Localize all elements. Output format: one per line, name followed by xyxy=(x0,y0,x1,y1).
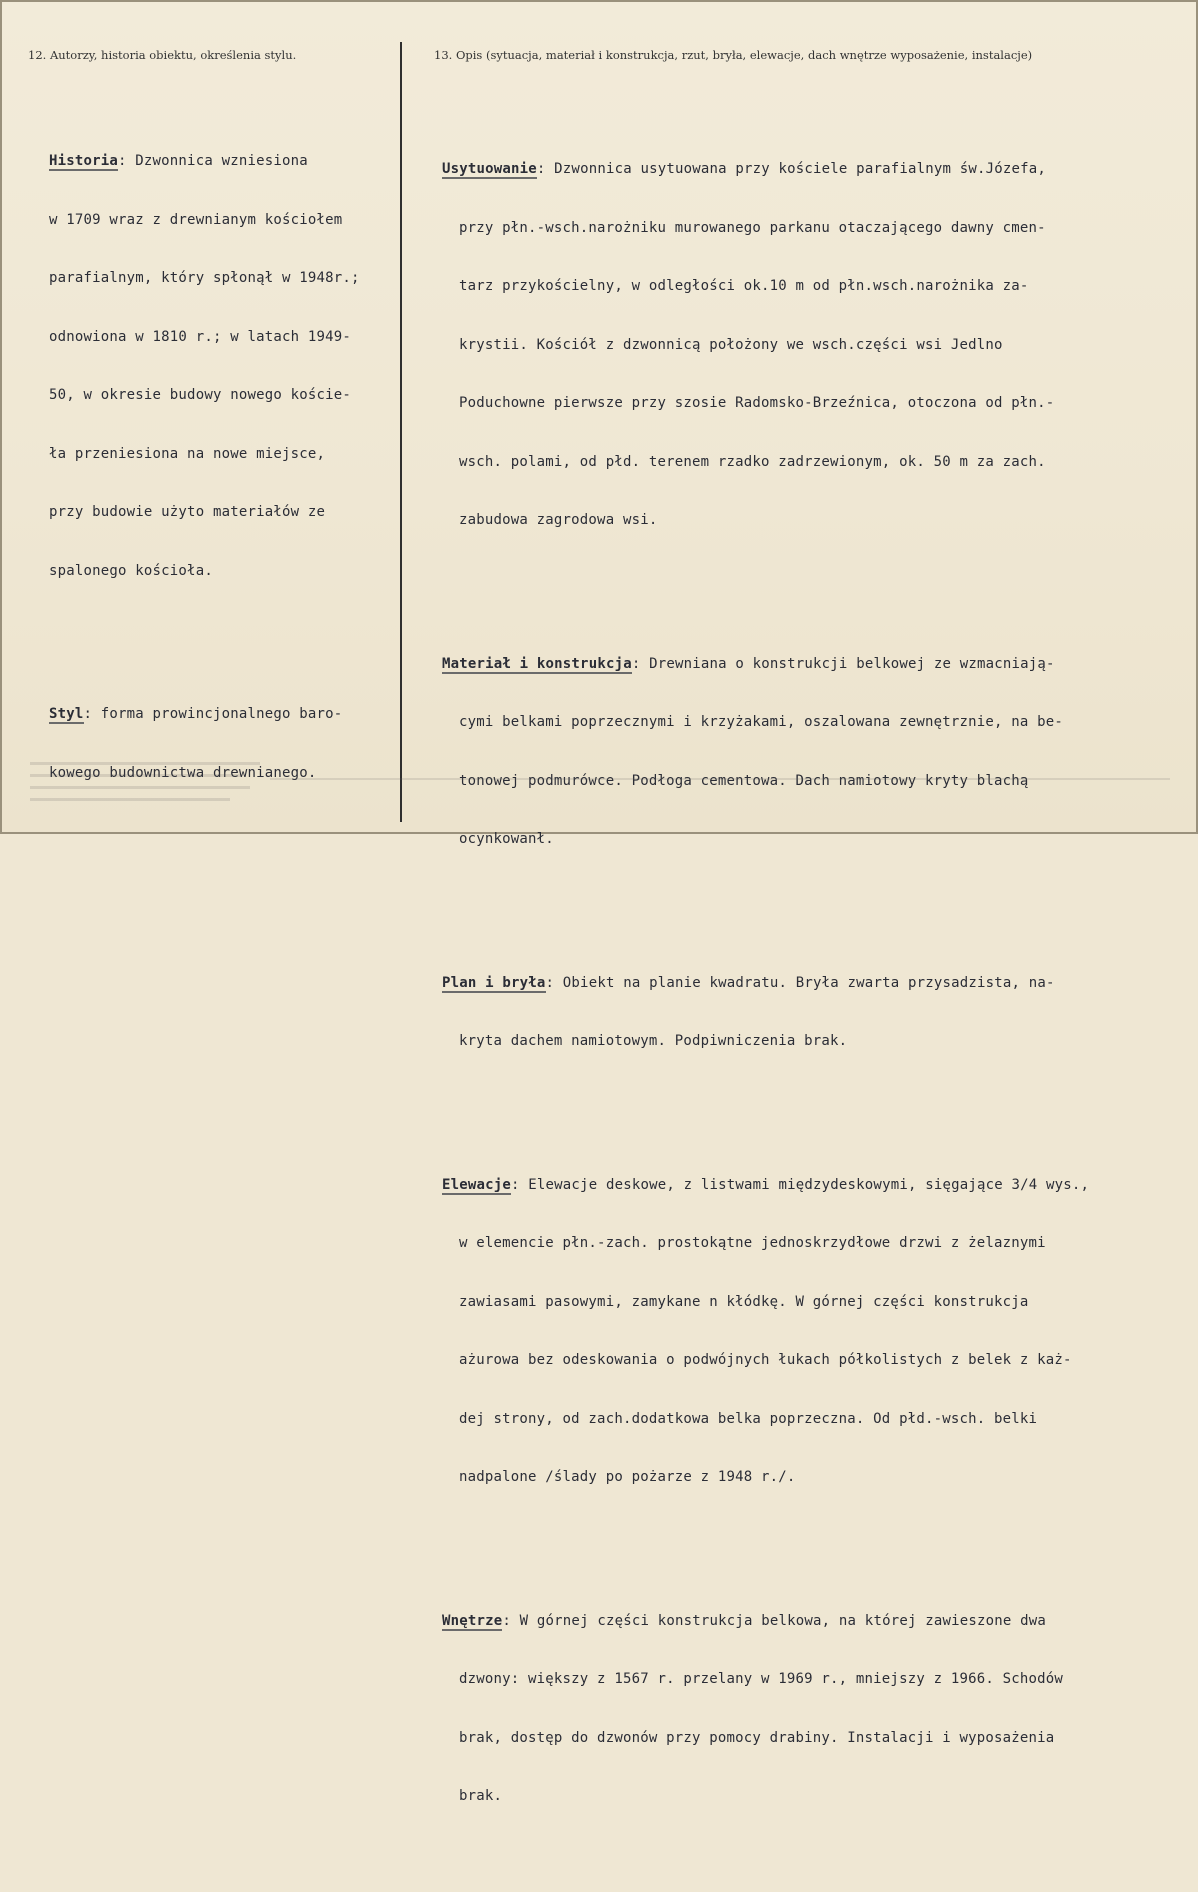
elewacje-line: dej strony, od zach.dodatkowa belka poprzeczna. Od płd.-wsch. belki xyxy=(459,1410,1038,1427)
usytuowanie-paragraph xyxy=(442,121,1089,570)
wnetrze-line: brak. xyxy=(459,1788,503,1804)
elewacje-line: ażurowa bez odeskowania o podwójnych łukach półkolistych z belek z każ- xyxy=(459,1352,1072,1368)
material-line: cymi belkami poprzecznymi i krzyżakami, oszalowana zewnętrznie, na be- xyxy=(459,714,1064,730)
historia-line: : Dzwonnica wzniesiona xyxy=(118,153,308,169)
historia-line: w 1709 wraz z drewnianym kościołem xyxy=(49,211,343,228)
historia-line: parafialnym, który spłonął w 1948r.; xyxy=(49,270,360,286)
section-12-heading: 12. Autorzy, historia obiektu, określenia stylu. xyxy=(28,48,297,62)
plan-line: : Obiekt na planie kwadratu. Bryła zwarta przysadzista, na- xyxy=(545,974,1055,991)
historia-line: przy budowie użyto materiałów ze xyxy=(49,504,326,520)
wnetrze-line: : W górnej części konstrukcja belkowa, na której zawieszone dwa xyxy=(502,1612,1047,1629)
wnetrze-line: brak, dostęp do dzwonów przy pomocy drabiny. Instalacji i wyposażenia xyxy=(459,1729,1055,1746)
material-label: Materiał i konstrukcja xyxy=(442,655,632,672)
styl-line: kowego budownictwa drewnianego. xyxy=(49,764,317,781)
plan-label: Plan i bryła xyxy=(442,974,546,991)
usytuowanie-line: : Dzwonnica usytuowana przy kościele parafialnym św.Józefa, xyxy=(536,161,1047,177)
material-line: tonowej podmurówce. Podłoga cementowa. Dach namiotowy kryty blachą xyxy=(459,772,1029,789)
historia-paragraph xyxy=(49,113,360,620)
styl-line: : forma prowincjonalnego baro- xyxy=(83,706,343,722)
elewacje-label: Elewacje xyxy=(442,1176,512,1193)
historia-line: odnowiona w 1810 r.; w latach 1949- xyxy=(49,328,352,345)
usytuowanie-label: Usytuowanie xyxy=(442,161,537,177)
column-divider xyxy=(400,42,402,822)
show-through-lines xyxy=(30,754,1180,814)
elewacje-line: zawiasami pasowymi, zamykane n kłódkę. W górnej części konstrukcja xyxy=(459,1293,1029,1310)
elewacje-line: nadpalone /ślady po pożarze z 1948 r./. xyxy=(459,1469,796,1485)
historia-label: Historia xyxy=(49,153,119,169)
section-13-heading: 13. Opis (sytuacja, materiał i konstrukcja, rzut, bryła, elewacje, dach wnętrze wyposażenie, instalacje) xyxy=(434,48,1033,62)
elewacje-line: w elemencie płn.-zach. prostokątne jednoskrzydłowe drzwi z żelaznymi xyxy=(459,1235,1046,1251)
material-line: ocynkowanł. xyxy=(459,831,554,847)
usytuowanie-line: tarz przykościelny, w odległości ok.10 m od płn.wsch.narożnika za- xyxy=(459,278,1029,294)
styl-label: Styl xyxy=(49,706,84,722)
usytuowanie-line: zabudowa zagrodowa wsi. xyxy=(459,512,658,528)
material-paragraph xyxy=(442,616,1089,889)
usytuowanie-line: Poduchowne pierwsze przy szosie Radomsko-Brzeźnica, otoczona od płn.- xyxy=(459,395,1055,411)
historia-line: ła przeniesiona na nowe miejsce, xyxy=(49,445,326,462)
material-line: : Drewniana o konstrukcji belkowej ze wzmacniają- xyxy=(631,655,1055,672)
wnetrze-label: Wnętrze xyxy=(442,1612,503,1629)
historia-line: 50, w okresie budowy nowego koście- xyxy=(49,387,352,403)
historia-line: spalonego kościoła. xyxy=(49,562,213,579)
usytuowanie-line: krystii. Kościół z dzwonnicą położony we wsch.części wsi Jedlno xyxy=(459,336,1003,353)
description-column xyxy=(442,82,1089,1892)
elewacje-paragraph xyxy=(442,1137,1089,1527)
usytuowanie-line: przy płn.-wsch.narożniku murowanego parkanu otaczającego dawny cmen- xyxy=(459,219,1046,236)
usytuowanie-line: wsch. polami, od płd. terenem rzadko zadrzewionym, ok. 50 m za zach. xyxy=(459,453,1046,470)
history-column xyxy=(49,74,360,868)
plan-paragraph xyxy=(442,935,1089,1091)
wnetrze-line: dzwony: większy z 1567 r. przelany w 1969 r., mniejszy z 1966. Schodów xyxy=(459,1671,1064,1687)
wnetrze-paragraph xyxy=(442,1573,1089,1846)
plan-line: kryta dachem namiotowym. Podpiwniczenia brak. xyxy=(459,1033,848,1049)
show-through-texture xyxy=(30,754,1180,814)
elewacje-line: : Elewacje deskowe, z listwami międzydeskowymi, sięgające 3/4 wys., xyxy=(511,1176,1090,1193)
